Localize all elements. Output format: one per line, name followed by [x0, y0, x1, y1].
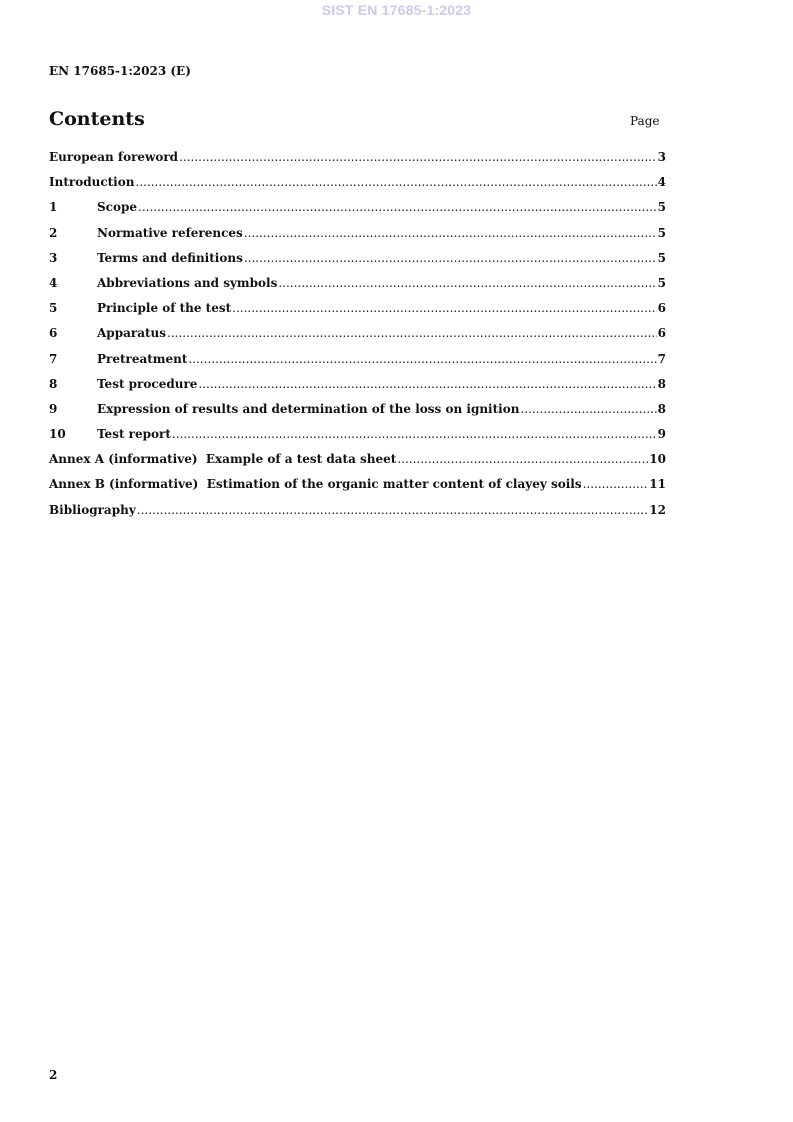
toc-entry[interactable]	[49, 352, 666, 377]
toc-entry-title: Pretreatment	[97, 351, 188, 366]
toc-entry-number: 3	[49, 250, 58, 265]
toc-entry-page: 5	[657, 275, 666, 290]
toc-entry-number: 9	[49, 401, 58, 416]
toc-entry-title: European foreword	[49, 150, 179, 164]
toc-entry[interactable]	[49, 251, 666, 276]
toc-leader-dots	[520, 402, 656, 416]
toc-entry-number: 10	[49, 427, 66, 442]
page-column-label: Page	[630, 114, 660, 128]
toc-entry-number: 6	[49, 326, 58, 341]
toc-entry-page: 5	[657, 225, 666, 240]
toc-entry[interactable]	[49, 503, 666, 528]
toc-entry[interactable]	[49, 477, 666, 502]
toc-entry-title: Test procedure	[97, 376, 198, 391]
toc-entry-page: 5	[657, 250, 666, 265]
toc-entry-title: Annex B (informative) Estimation of the organic matter content of clayey soils	[49, 477, 582, 492]
watermark-text: SIST EN 17685-1:2023	[321, 2, 472, 18]
page-number: 2	[49, 1068, 58, 1082]
toc-leader-dots	[188, 352, 656, 366]
toc-leader-dots	[244, 226, 657, 240]
toc-entry-page: 11	[649, 477, 666, 492]
toc-leader-dots	[138, 200, 657, 214]
contents-heading: Contents	[49, 108, 145, 130]
toc-leader-dots	[179, 150, 657, 164]
toc-leader-dots	[172, 427, 657, 441]
toc-leader-dots	[244, 251, 657, 265]
toc-entry[interactable]	[49, 402, 666, 427]
toc-leader-dots	[583, 477, 649, 491]
toc-leader-dots	[397, 452, 648, 466]
toc-entry-title: Annex A (informative) Example of a test data sheet	[49, 452, 397, 467]
toc-entry[interactable]	[49, 276, 666, 301]
toc-entry-page: 7	[657, 351, 666, 366]
toc-entry-title: Terms and definitions	[97, 250, 243, 265]
toc-entry-title: Introduction	[49, 175, 135, 190]
toc-entry-number: 5	[49, 301, 58, 316]
toc-leader-dots	[135, 175, 656, 189]
document-id-header: EN 17685-1:2023 (E)	[49, 64, 191, 78]
toc-entry-page: 9	[657, 427, 666, 442]
toc-entry[interactable]	[49, 301, 666, 326]
toc-leader-dots	[198, 377, 656, 391]
toc-entry[interactable]	[49, 226, 666, 251]
toc-entry-title: Expression of results and determination of the loss on ignition	[97, 401, 520, 416]
toc-entry-title: Principle of the test	[97, 301, 232, 316]
toc-entry-number: 2	[49, 225, 58, 240]
toc-entry-page: 6	[657, 301, 666, 316]
toc-entry-title: Apparatus	[97, 326, 166, 341]
toc-entry-title: Scope	[97, 200, 138, 215]
toc-entry[interactable]	[49, 377, 666, 402]
toc-leader-dots	[278, 276, 656, 290]
toc-entry-page: 8	[657, 376, 666, 391]
toc-entry-number: 7	[49, 351, 58, 366]
toc-leader-dots	[167, 326, 657, 340]
toc-entry[interactable]	[49, 452, 666, 477]
table-of-contents	[49, 150, 666, 528]
toc-entry-page: 3	[657, 150, 666, 164]
toc-entry-title: Abbreviations and symbols	[97, 275, 278, 290]
toc-entry-number: 4	[49, 275, 58, 290]
toc-entry[interactable]	[49, 427, 666, 452]
toc-leader-dots	[137, 503, 649, 517]
toc-entry-page: 8	[657, 401, 666, 416]
toc-entry-page: 4	[657, 175, 666, 190]
toc-entry-title: Test report	[97, 427, 171, 442]
toc-entry-title: Bibliography	[49, 502, 136, 517]
toc-entry-number: 8	[49, 376, 58, 391]
toc-entry-page: 12	[649, 502, 666, 517]
toc-entry[interactable]	[49, 175, 666, 200]
toc-entry-page: 5	[657, 200, 666, 215]
toc-entry-title: Normative references	[97, 225, 243, 240]
toc-entry[interactable]	[49, 150, 666, 175]
toc-entry[interactable]	[49, 326, 666, 351]
toc-entry-number: 1	[49, 200, 58, 215]
toc-entry[interactable]	[49, 200, 666, 225]
toc-entry-page: 10	[649, 452, 666, 467]
toc-entry-page: 6	[657, 326, 666, 341]
toc-leader-dots	[232, 301, 656, 315]
